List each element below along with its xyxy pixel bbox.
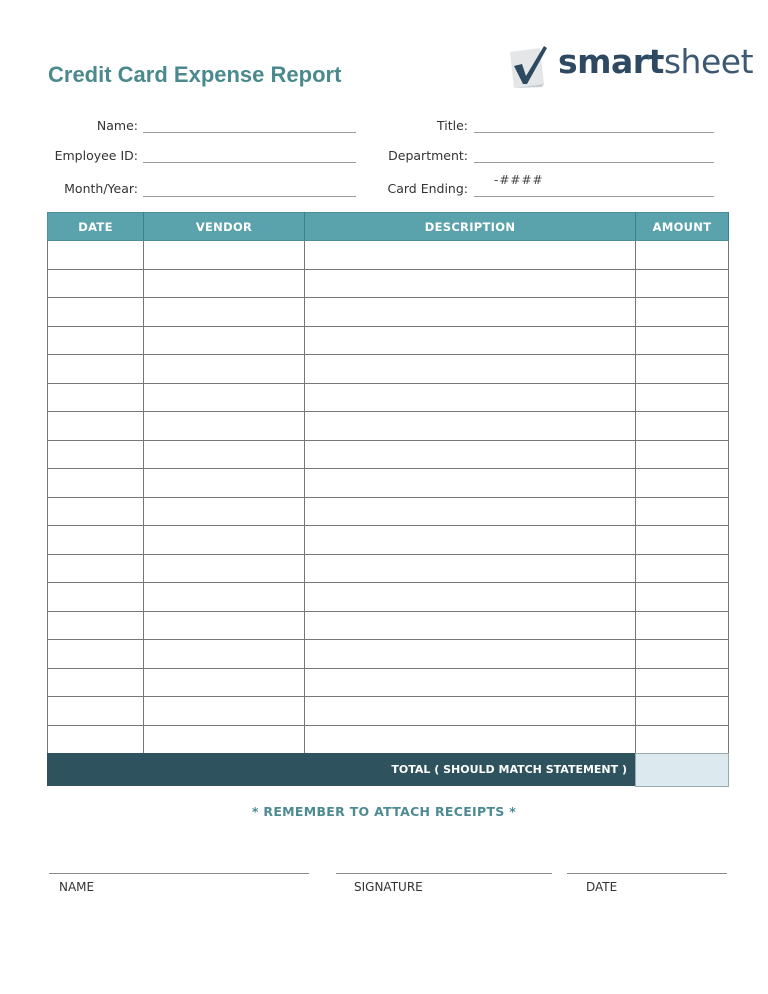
table-row — [48, 725, 729, 754]
date-signature-label: DATE — [586, 880, 618, 894]
cell-date[interactable] — [48, 469, 144, 498]
cell-amount[interactable] — [636, 469, 729, 498]
page-title: Credit Card Expense Report — [48, 62, 342, 87]
cell-amount[interactable] — [636, 383, 729, 412]
cell-amount[interactable] — [636, 269, 729, 298]
cell-vendor[interactable] — [144, 697, 305, 726]
signature-label: SIGNATURE — [354, 880, 423, 894]
table-row — [48, 269, 729, 298]
table-row — [48, 554, 729, 583]
cell-date[interactable] — [48, 497, 144, 526]
cell-amount[interactable] — [636, 241, 729, 270]
cell-date[interactable] — [48, 412, 144, 441]
logo-text: smartsheet — [558, 42, 754, 81]
cell-description[interactable] — [305, 412, 636, 441]
table-row — [48, 640, 729, 669]
table-row — [48, 326, 729, 355]
employee-id-field-label: Employee ID: — [54, 148, 138, 163]
title-field-label: Title: — [437, 118, 468, 133]
column-header-description: DESCRIPTION — [305, 213, 636, 241]
cell-date[interactable] — [48, 611, 144, 640]
cell-vendor[interactable] — [144, 412, 305, 441]
smartsheet-logo — [506, 40, 754, 96]
cell-date[interactable] — [48, 440, 144, 469]
cell-date[interactable] — [48, 383, 144, 412]
cell-amount[interactable] — [636, 355, 729, 384]
name-field-label: Name: — [96, 118, 138, 133]
cell-description[interactable] — [305, 355, 636, 384]
employee-id-field[interactable] — [143, 162, 356, 163]
cell-description[interactable] — [305, 668, 636, 697]
total-amount-cell[interactable] — [635, 753, 729, 787]
cell-vendor[interactable] — [144, 241, 305, 270]
cell-amount[interactable] — [636, 440, 729, 469]
cell-description[interactable] — [305, 298, 636, 327]
cell-vendor[interactable] — [144, 725, 305, 754]
column-header-vendor: VENDOR — [144, 213, 305, 241]
column-header-amount: AMOUNT — [636, 213, 729, 241]
cell-date[interactable] — [48, 640, 144, 669]
cell-description[interactable] — [305, 269, 636, 298]
cell-description[interactable] — [305, 497, 636, 526]
card-ending-field[interactable] — [474, 196, 714, 197]
table-row — [48, 383, 729, 412]
cell-vendor[interactable] — [144, 554, 305, 583]
cell-date[interactable] — [48, 355, 144, 384]
table-row — [48, 241, 729, 270]
checkmark-icon — [506, 44, 550, 88]
cell-vendor[interactable] — [144, 383, 305, 412]
department-field[interactable] — [474, 162, 714, 163]
cell-amount[interactable] — [636, 725, 729, 754]
table-row — [48, 583, 729, 612]
cell-description[interactable] — [305, 440, 636, 469]
name-signature-label: NAME — [59, 880, 95, 894]
month-year-field-label: Month/Year: — [64, 181, 138, 196]
cell-vendor[interactable] — [144, 583, 305, 612]
signature-line[interactable] — [336, 873, 552, 874]
cell-vendor[interactable] — [144, 497, 305, 526]
cell-vendor[interactable] — [144, 269, 305, 298]
cell-description[interactable] — [305, 554, 636, 583]
table-row — [48, 497, 729, 526]
cell-vendor[interactable] — [144, 640, 305, 669]
cell-amount[interactable] — [636, 583, 729, 612]
cell-amount[interactable] — [636, 611, 729, 640]
table-row — [48, 697, 729, 726]
expense-table — [47, 212, 729, 754]
cell-date[interactable] — [48, 668, 144, 697]
department-field-label: Department: — [388, 148, 468, 163]
cell-date[interactable] — [48, 554, 144, 583]
cell-description[interactable] — [305, 583, 636, 612]
table-row — [48, 526, 729, 555]
cell-amount[interactable] — [636, 697, 729, 726]
expense-rows — [48, 241, 729, 754]
date-signature-line[interactable] — [567, 873, 727, 874]
cell-date[interactable] — [48, 725, 144, 754]
cell-vendor[interactable] — [144, 326, 305, 355]
card-ending-field-label: Card Ending: — [387, 181, 468, 196]
table-row — [48, 668, 729, 697]
cell-description[interactable] — [305, 326, 636, 355]
cell-amount[interactable] — [636, 326, 729, 355]
column-header-date: DATE — [48, 213, 144, 241]
cell-amount[interactable] — [636, 668, 729, 697]
cell-description[interactable] — [305, 383, 636, 412]
cell-amount[interactable] — [636, 640, 729, 669]
cell-description[interactable] — [305, 697, 636, 726]
cell-date[interactable] — [48, 526, 144, 555]
cell-vendor[interactable] — [144, 440, 305, 469]
title-field[interactable] — [474, 132, 714, 133]
cell-date[interactable] — [48, 241, 144, 270]
cell-date[interactable] — [48, 697, 144, 726]
table-header-row — [48, 213, 729, 241]
cell-description[interactable] — [305, 640, 636, 669]
cell-description[interactable] — [305, 241, 636, 270]
reminder-text: * REMEMBER TO ATTACH RECEIPTS * — [251, 804, 517, 819]
cell-amount[interactable] — [636, 298, 729, 327]
total-row — [47, 753, 635, 786]
cell-date[interactable] — [48, 583, 144, 612]
cell-amount[interactable] — [636, 497, 729, 526]
cell-vendor[interactable] — [144, 469, 305, 498]
cell-amount[interactable] — [636, 412, 729, 441]
cell-date[interactable] — [48, 298, 144, 327]
name-field[interactable] — [143, 132, 356, 133]
table-row — [48, 298, 729, 327]
card-ending-hint: -#### — [494, 173, 544, 187]
cell-vendor[interactable] — [144, 526, 305, 555]
cell-vendor[interactable] — [144, 611, 305, 640]
cell-amount[interactable] — [636, 526, 729, 555]
cell-vendor[interactable] — [144, 668, 305, 697]
total-label: TOTAL ( SHOULD MATCH STATEMENT ) — [391, 763, 627, 776]
cell-vendor[interactable] — [144, 355, 305, 384]
cell-date[interactable] — [48, 269, 144, 298]
table-row — [48, 355, 729, 384]
cell-description[interactable] — [305, 725, 636, 754]
table-row — [48, 611, 729, 640]
cell-description[interactable] — [305, 526, 636, 555]
table-row — [48, 469, 729, 498]
cell-description[interactable] — [305, 611, 636, 640]
table-row — [48, 440, 729, 469]
cell-description[interactable] — [305, 469, 636, 498]
table-row — [48, 412, 729, 441]
cell-vendor[interactable] — [144, 298, 305, 327]
month-year-field[interactable] — [143, 196, 356, 197]
cell-amount[interactable] — [636, 554, 729, 583]
cell-date[interactable] — [48, 326, 144, 355]
name-signature-line[interactable] — [49, 873, 309, 874]
